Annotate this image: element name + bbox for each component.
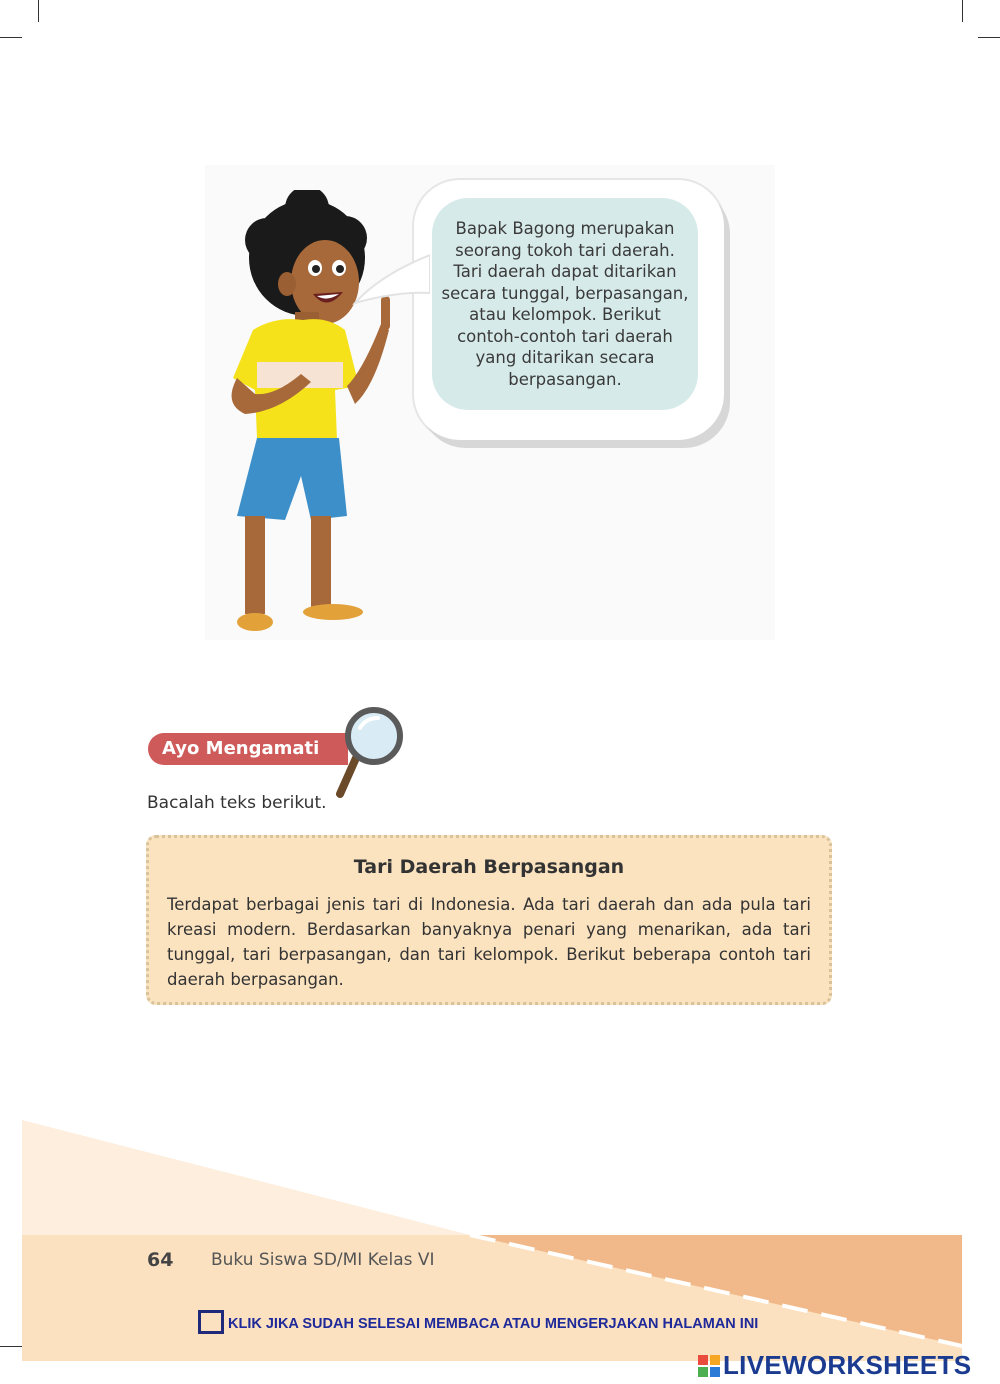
speech-line: Tari daerah dapat ditarikan bbox=[453, 262, 677, 281]
completion-label[interactable]: KLIK JIKA SUDAH SELESAI MEMBACA ATAU MENGERJAKAN HALAMAN INI bbox=[228, 1316, 759, 1332]
speech-line: Bapak Bagong merupakan bbox=[455, 219, 675, 238]
speech-line: contoh-contoh tari daerah bbox=[457, 326, 673, 346]
liveworksheets-text: LIVEWORKSHEETS bbox=[723, 1350, 972, 1380]
crop-mark bbox=[0, 37, 22, 38]
speech-line: berpasangan. bbox=[508, 369, 622, 389]
speech-bubble-tail bbox=[350, 245, 430, 315]
speech-line: seorang tokoh tari daerah. bbox=[455, 240, 675, 260]
book-label: Buku Siswa SD/MI Kelas VI bbox=[211, 1250, 435, 1270]
section-tag: Ayo Mengamati bbox=[148, 733, 348, 765]
magnifier-icon bbox=[330, 704, 410, 800]
reading-body: Terdapat berbagai jenis tari di Indonesia. Ada tari daerah dan ada pula tari kreasi modern. Berdasarkan banyaknya penari yang menarikan, ada tari tunggal, tari berpasangan, dan tari kelompok. Berikut beberapa contoh tari daerah berpasangan. bbox=[167, 895, 811, 989]
liveworksheets-logo[interactable] bbox=[698, 1350, 971, 1381]
page-number: 64 bbox=[147, 1249, 174, 1271]
completion-checkbox[interactable] bbox=[198, 1310, 224, 1334]
speech-line: atau kelompok. Berikut bbox=[469, 305, 661, 324]
instruction-text: Bacalah teks berikut. bbox=[147, 793, 327, 813]
reading-box bbox=[146, 835, 832, 1005]
crop-mark bbox=[978, 37, 1000, 38]
speech-line: yang ditarikan secara bbox=[475, 348, 655, 367]
crop-mark bbox=[38, 0, 39, 22]
liveworksheets-icon bbox=[698, 1355, 720, 1377]
speech-line: secara tunggal, berpasangan, bbox=[441, 283, 689, 303]
crop-mark bbox=[962, 0, 963, 22]
speech-bubble-text bbox=[432, 198, 698, 410]
reading-title: Tari Daerah Berpasangan bbox=[353, 856, 625, 878]
